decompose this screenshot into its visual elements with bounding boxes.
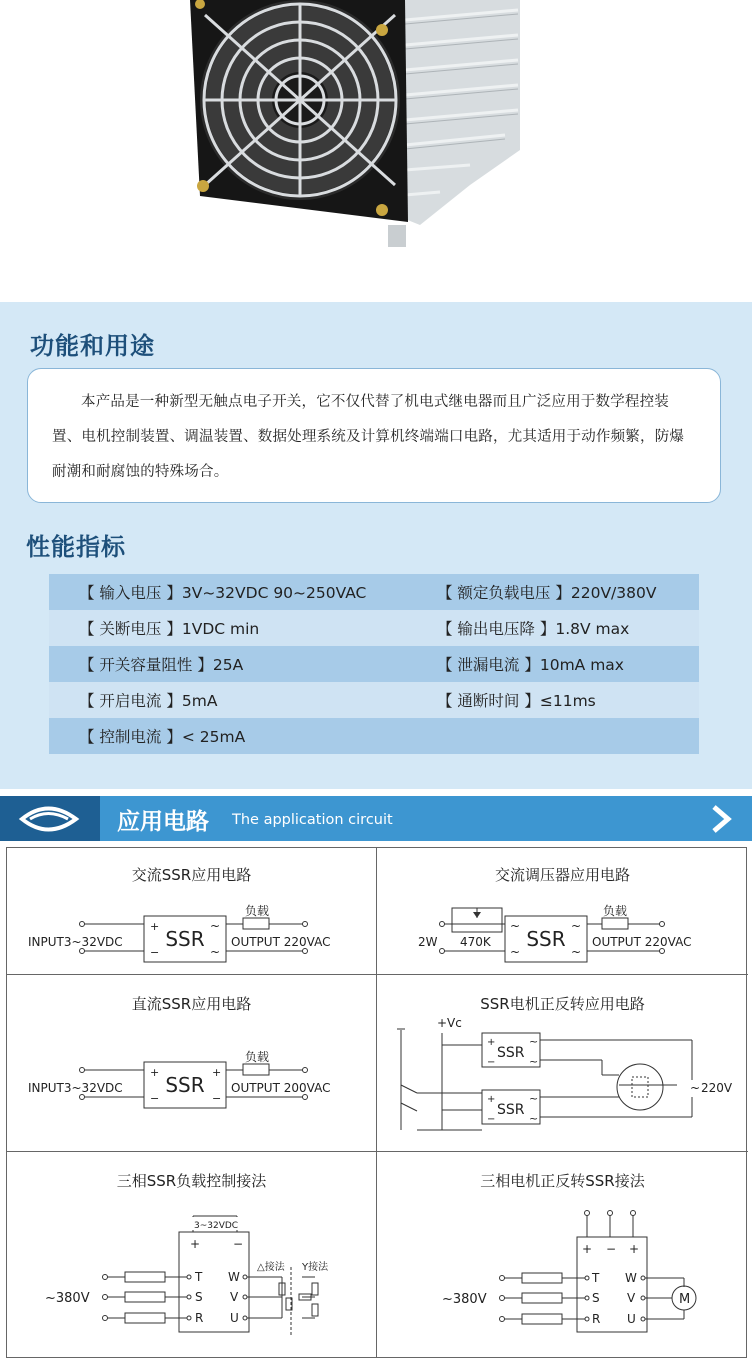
tp-load-s: S (195, 1290, 203, 1304)
regulator-ssr: SSR (526, 927, 566, 951)
specs-heading: 性能指标 (26, 533, 126, 561)
three-phase-motor-circuit (377, 1152, 748, 1357)
description-text: 本产品是一种新型无触点电子开关，它不仅代替了机电式继电器而且广泛应用于数学程控装置、电机控制装置、调温装置、数据处理系统及计算机终端端口电路，尤其适用于动作频繁，防爆耐潮和耐腐蚀的特殊场合。 (52, 394, 685, 480)
fan-guard (204, 4, 396, 196)
motor-voltage: 220V (701, 1081, 733, 1095)
spec-off-voltage: 【 关断电压 】1VDC min (79, 620, 260, 638)
regulator-watt: 2W (418, 935, 438, 949)
ac-regulator-title: 交流调压器应用电路 (494, 866, 630, 884)
ac-ssr-input: INPUT3~32VDC (28, 935, 123, 949)
application-banner (0, 796, 752, 841)
tp-motor-volt: ~380V (442, 1292, 487, 1307)
function-heading: 功能和用途 (30, 332, 155, 360)
dc-ssr-load: 负载 (244, 1050, 270, 1064)
tp-load-volt: ~380V (45, 1291, 90, 1306)
motor-ssr-2: SSR (497, 1102, 525, 1118)
dc-ssr-title: 直流SSR应用电路 (131, 995, 252, 1013)
ac-regulator-circuit (377, 848, 748, 975)
dc-ssr-output: OUTPUT 200VAC (231, 1081, 331, 1095)
svg-text:~: ~ (571, 919, 582, 933)
tp-motor-r: R (592, 1312, 601, 1326)
circuit-grid (6, 847, 747, 1358)
svg-text:+: + (487, 1037, 496, 1048)
motor-reverse-circuit (377, 975, 748, 1152)
three-phase-motor-title: 三相电机正反转SSR接法 (480, 1172, 645, 1190)
svg-text:−: − (606, 1242, 617, 1256)
tp-load-t: T (195, 1270, 203, 1284)
ac-ssr-circuit (7, 848, 377, 975)
tp-motor-v: V (627, 1291, 636, 1305)
eye-logo-icon (0, 796, 100, 841)
svg-text:~: ~ (210, 919, 221, 933)
tp-motor-s: S (592, 1291, 600, 1305)
banner-subtitle: The application circuit (232, 812, 393, 828)
tp-delta: △接法 (257, 1262, 285, 1273)
svg-text:−: − (487, 1057, 496, 1068)
svg-text:~: ~ (571, 945, 582, 959)
svg-text:+: + (150, 1066, 160, 1079)
product-image (0, 0, 752, 302)
svg-text:~: ~ (529, 1055, 539, 1068)
spec-input-voltage: 【 输入电压 】3V~32VDC 90~250VAC (79, 584, 367, 602)
tp-load-w: W (228, 1270, 240, 1284)
svg-text:~: ~ (529, 1092, 539, 1105)
regulator-output: OUTPUT 220VAC (592, 935, 692, 949)
dc-ssr-circuit (7, 975, 377, 1152)
three-phase-dc: 3~32VDC (194, 1221, 239, 1231)
spec-output-drop: 【 输出电压降 】1.8V max (437, 620, 630, 638)
svg-text:+: + (150, 920, 160, 933)
svg-text:−: − (487, 1114, 496, 1125)
svg-text:+: + (190, 1237, 201, 1251)
spec-row (49, 646, 699, 682)
spec-on-current: 【 开启电流 】5mA (79, 692, 218, 710)
dc-ssr-input: INPUT3~32VDC (28, 1081, 123, 1095)
specs-table (49, 574, 699, 754)
svg-text:+: + (629, 1242, 640, 1256)
svg-text:−: − (150, 946, 160, 959)
product-info-section (0, 302, 752, 789)
spec-row (49, 610, 699, 646)
svg-text:~: ~ (510, 919, 521, 933)
spec-rated-load-voltage: 【 额定负载电压 】220V/380V (437, 584, 657, 602)
svg-text:−: − (233, 1237, 244, 1251)
motor-ssr-1: SSR (497, 1045, 525, 1061)
spec-switch-time: 【 通断时间 】≤11ms (437, 692, 596, 710)
svg-text:~: ~ (510, 945, 521, 959)
ac-ssr-load: 负载 (244, 904, 270, 918)
spec-leakage-current: 【 泄漏电流 】10mA max (437, 656, 624, 674)
banner-title: 应用电路 (117, 809, 209, 835)
tp-motor-w: W (625, 1271, 637, 1285)
three-phase-load-title: 三相SSR负载控制接法 (116, 1172, 267, 1190)
svg-text:+: + (582, 1242, 593, 1256)
motor-icon: M (679, 1292, 691, 1307)
spec-switch-capacity: 【 开关容量阻性 】25A (79, 656, 244, 674)
spec-row (49, 682, 699, 718)
dc-ssr-label: SSR (165, 1073, 205, 1097)
tp-load-v: V (230, 1290, 239, 1304)
tp-star: Y接法 (302, 1262, 329, 1273)
ac-ssr-title: 交流SSR应用电路 (131, 866, 252, 884)
product-photo (0, 0, 752, 302)
tp-motor-t: T (592, 1271, 600, 1285)
regulator-load: 负载 (602, 904, 628, 918)
tp-load-u: U (230, 1311, 239, 1325)
spec-control-current: 【 控制电流 】< 25mA (79, 728, 246, 746)
chevron-right-icon[interactable] (706, 804, 736, 834)
three-phase-load-circuit (7, 1152, 377, 1357)
spec-row (49, 718, 699, 754)
ac-ssr-output: OUTPUT 220VAC (231, 935, 331, 949)
svg-text:~: ~ (210, 945, 221, 959)
tp-load-r: R (195, 1311, 204, 1325)
svg-text:~: ~ (529, 1112, 539, 1125)
svg-text:+: + (487, 1094, 496, 1105)
spec-row (49, 574, 699, 610)
motor-reverse-title: SSR电机正反转应用电路 (480, 995, 645, 1013)
svg-text:~: ~ (690, 1081, 701, 1095)
motor-vc: +Vc (437, 1016, 462, 1030)
svg-text:+: + (212, 1066, 222, 1079)
description-box (27, 368, 721, 503)
tp-motor-u: U (627, 1312, 636, 1326)
regulator-pot: 470K (460, 935, 491, 949)
svg-text:−: − (150, 1092, 160, 1105)
ac-ssr-label: SSR (165, 927, 205, 951)
svg-text:~: ~ (529, 1035, 539, 1048)
svg-text:−: − (212, 1092, 222, 1105)
